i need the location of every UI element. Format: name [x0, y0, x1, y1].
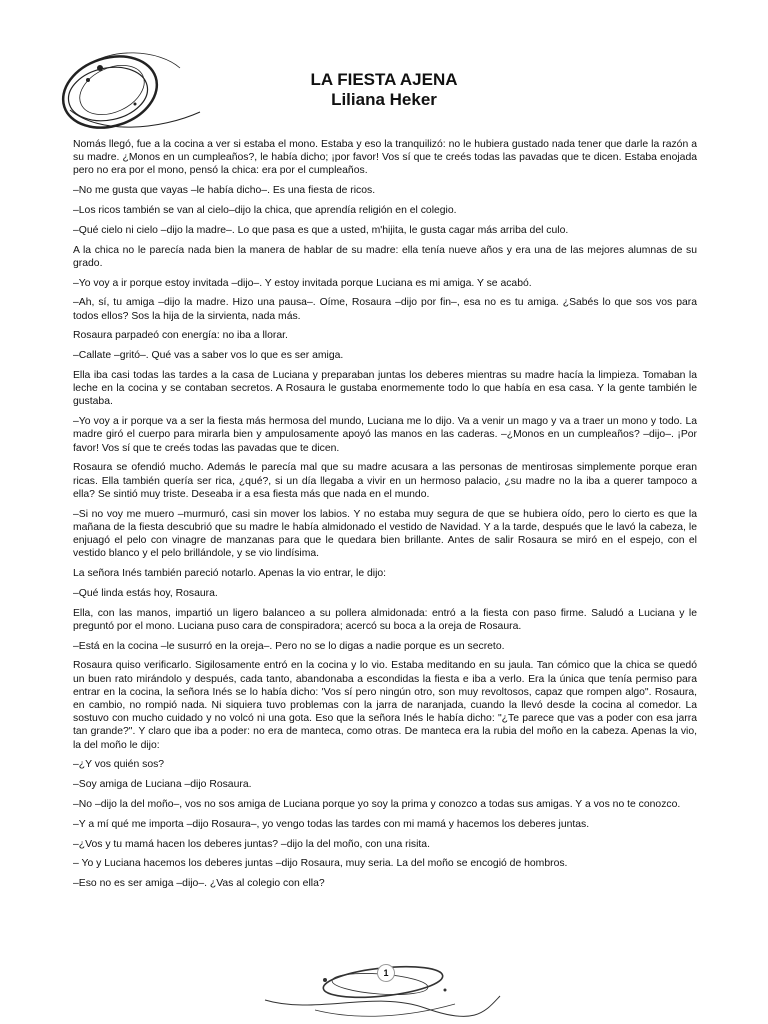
- paragraph: La señora Inés también pareció notarlo. Apenas la vio entrar, le dijo:: [73, 568, 387, 579]
- paragraph: –Eso no es ser amiga –dijo–. ¿Vas al colegio con ella?: [73, 878, 325, 890]
- paragraph: Rosaura parpadeó con energía: no iba a llorar.: [73, 330, 288, 342]
- paragraph: –Está en la cocina –le susurró en la oreja–. Pero no se lo digas a nadie porque es un secreto.: [73, 640, 505, 652]
- document-header: [0, 70, 768, 110]
- paragraph: –Qué linda estás hoy, Rosaura.: [73, 587, 218, 599]
- document-title: LA FIESTA AJENA: [310, 70, 458, 89]
- paragraph: Ella iba casi todas las tardes a la casa de Luciana y preparaban juntas los deberes mientras su madre hacía la limpieza. Tomaban la leche en la cocina y se contaban secretos. A Rosaura le gustaba enormemente todo lo que había en esa casa. Y la gente también le gustaba.: [73, 369, 697, 408]
- page-number: 1: [377, 964, 395, 982]
- paragraph: – Yo y Luciana hacemos los deberes juntas –dijo Rosaura, muy seria. La del moño se encogió de hombros.: [73, 858, 568, 870]
- paragraph: –Los ricos también se van al cielo–dijo la chica, que aprendía religión en el colegio.: [73, 205, 457, 216]
- paragraph: –¿Y vos quién sos?: [73, 759, 165, 771]
- paragraph: –Y a mí qué me importa –dijo Rosaura–, yo vengo todas las tardes con mi mamá y hacemos los deberes juntas.: [73, 818, 590, 830]
- paragraph: Ella, con las manos, impartió un ligero balanceo a su pollera almidonada: entró a la fiesta con paso firme. Saludó a Luciana y le preguntó por el mono. Luciana puso cara de conspiradora; acercó su boca a la oreja de Rosaura.: [73, 607, 697, 632]
- paragraph: Nomás llegó, fue a la cocina a ver si estaba el mono. Estaba y eso la tranquilizó: no le hubiera gustado nada tener que darle la razón a su madre. ¿Monos en un cumpleaños?, le había dicho; ¡por favor! Vos sí que te creés todas las pavadas que te dicen. Estaba enojada pero no era por el mono, pensó la chica: era por el cumpleaños.: [73, 139, 697, 177]
- story-body: [73, 138, 697, 897]
- paragraph: –Ah, sí, tu amiga –dijo la madre. Hizo una pausa–. Oíme, Rosaura –dijo por fin–, esa no es tu amiga. ¿Sabés lo que sos vos para todos ellos? Sos la hija de la sirvienta, nada más.: [73, 297, 697, 322]
- paragraph: A la chica no le parecía nada bien la manera de hablar de su madre: ella tenía nueve años y era una de las mejores alumnas de su grado.: [73, 244, 697, 269]
- paragraph: –¿Vos y tu mamá hacen los deberes juntas? –dijo la del moño, con una risita.: [73, 838, 430, 850]
- paragraph: –Soy amiga de Luciana –dijo Rosaura.: [73, 779, 252, 791]
- paragraph: –Yo voy a ir porque va a ser la fiesta más hermosa del mundo, Luciana me lo dijo. Va a venir un mago y va a traer un mono y todo. La madre giró el cuerpo para mirarla bien y ampulosamente apoyó las manos en las caderas. –¿Monos en un cumpleaños? –dijo–. ¡Por favor! Vos sí que te creés todas las pavadas que te dicen.: [73, 416, 697, 454]
- paragraph: Rosaura quiso verificarlo. Sigilosamente entró en la cocina y lo vio. Estaba meditando en su jaula. Tan cómico que la chica se quedó un buen rato mirándolo y después, cada tanto, abandonaba a escondidas la fiesta e iba a verlo. Era la única que tenía permiso para entrar en la cocina, la señora Inés se lo había dicho: 'Vos sí pero ningún otro, son muy revoltosos, capaz que rompen algo". Rosaura, en cambio, no rompió nada. Ni siquiera tuvo problemas con la jarra de naranjada, cuando la llevó desde la cocina al comedor. La sostuvo con mucho cuidado y no volcó ni una gota. Eso que la señora Inés le había dicho: "¿Te parece que vas a poder con esa jarra tan grande?". Y claro que iba a poder: no era de manteca, como otras. De manteca era la rubia del moño en la cabeza. Apenas la vio, la del moño le dijo:: [73, 660, 697, 751]
- paragraph: –Qué cielo ni cielo –dijo la madre–. Lo que pasa es que a usted, m'hijita, le gusta cagar más arriba del culo.: [73, 224, 569, 236]
- paragraph: –No –dijo la del moño–, vos no sos amiga de Luciana porque yo soy la prima y conozco a todas sus amigas. Y a vos no te conozco.: [73, 799, 681, 810]
- paragraph: –Callate –gritó–. Qué vas a saber vos lo que es ser amiga.: [73, 350, 344, 362]
- document-author: Liliana Heker: [331, 90, 437, 109]
- paragraph: Rosaura se ofendió mucho. Además le parecía mal que su madre acusara a las personas de mentirosas simplemente porque eran ricas. Ella también quería ser rica, ¿qué?, si un día llegaba a vivir en un hermoso palacio, ¿su madre no la iba a querer tampoco a ella? Se sintió muy triste. Deseaba ir a esa fiesta más que nada en el mundo.: [73, 462, 697, 500]
- paragraph: –No me gusta que vayas –le había dicho–. Es una fiesta de ricos.: [73, 185, 376, 197]
- paragraph: –Si no voy me muero –murmuró, casi sin mover los labios. Y no estaba muy segura de que se hubiera oído, pero lo cierto es que la mañana de la fiesta descubrió que su madre le había almidonado el vestido de Navidad. Y a la tarde, después que le lavó la cabeza, le enjuagó el pelo con vinagre de manzanas para que le quedara bien brillante. Antes de salir Rosaura se miró en el espejo, con el vestido blanco y el pelo brillándole, y se vio lindísima.: [73, 508, 697, 560]
- paragraph: –Yo voy a ir porque estoy invitada –dijo–. Y estoy invitada porque Luciana es mi amiga. Y se acabó.: [73, 277, 532, 289]
